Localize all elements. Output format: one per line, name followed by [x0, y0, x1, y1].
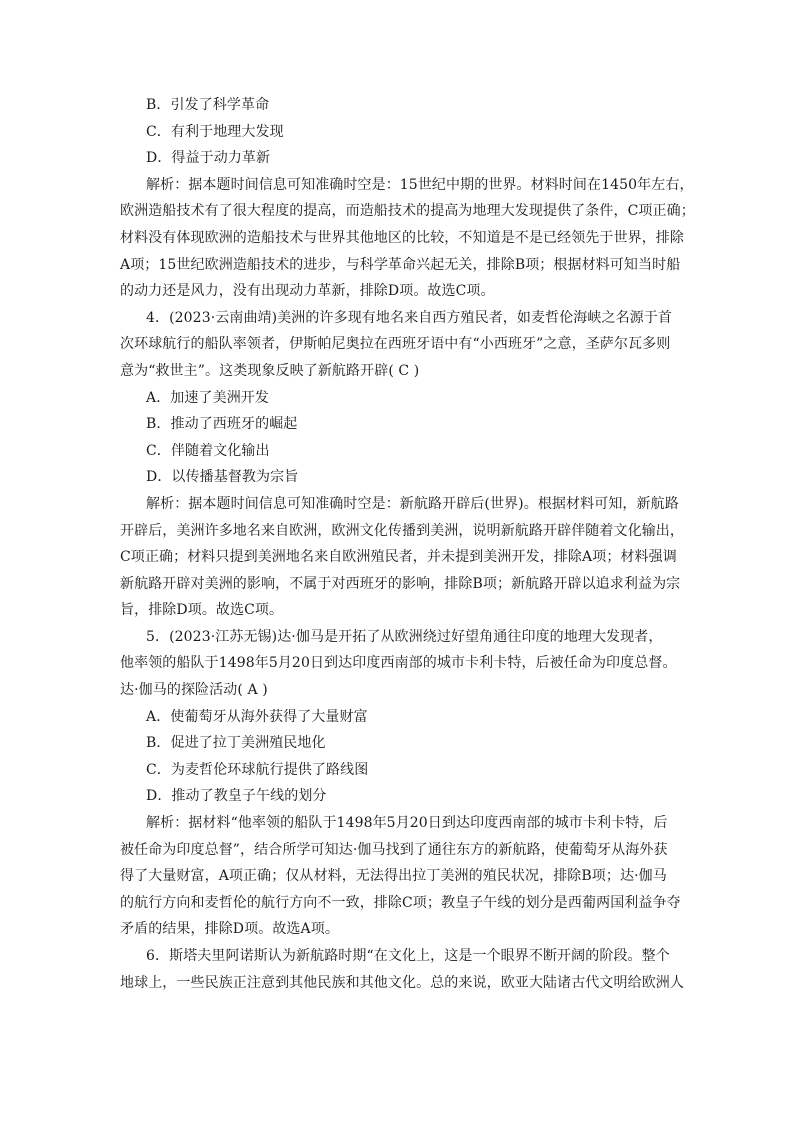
- text-line: 次环球航行的船队率领者，伊斯帕尼奥拉在西班牙语中有“小西班牙”之意，圣萨尔瓦多则: [120, 336, 671, 353]
- answer-option-line: B．推动了西班牙的崛起: [146, 416, 298, 433]
- text-line: 开辟后，美洲许多地名来自欧洲，欧洲文化传播到美洲，说明新航路开辟伴随着文化输出，: [120, 522, 684, 539]
- text-line: 旨，排除D项。故选C项。: [120, 602, 284, 619]
- paragraph-first-line: 解析：据材料“他率领的船队于1498年5月20日到达印度西南部的城市卡利卡特，后: [146, 815, 668, 832]
- paragraph-first-line: 5．(2023·江苏无锡)达·伽马是开拓了从欧洲绕过好望角通往印度的地理大发现者，: [146, 628, 663, 645]
- answer-option-line: D．得益于动力革新: [146, 150, 271, 167]
- paragraph-first-line: 6．斯塔夫里阿诺斯认为新航路时期“在文化上，这是一个眼界不断开阔的阶段。整个: [146, 948, 670, 964]
- paragraph-first-line: 解析：据本题时间信息可知准确时空是：15世纪中期的世界。材料时间在1450年左右，: [146, 176, 694, 193]
- answer-option-line: A．加速了美洲开发: [146, 389, 270, 406]
- paragraph-first-line: 解析：据本题时间信息可知准确时空是：新航路开辟后(世界)。根据材料可知，新航路: [146, 495, 679, 512]
- answer-option-line: B．促进了拉丁美洲殖民地化: [146, 735, 326, 752]
- text-line: 的航行方向和麦哲伦的航行方向不一致，排除C项；教皇子午线的划分是西葡两国利益争夺: [120, 894, 681, 911]
- text-line: 意为“救世主”。这类现象反映了新航路开辟( C ): [120, 362, 420, 379]
- text-line: 地球上，一些民族正注意到其他民族和其他文化。总的来说，欧亚大陆诸古代文明给欧洲人: [120, 974, 684, 991]
- text-body: [120, 92, 695, 996]
- answer-option-line: C．为麦哲伦环球航行提供了路线图: [146, 761, 369, 778]
- answer-option-line: C．有利于地理大发现: [146, 123, 284, 140]
- answer-option-line: A．使葡萄牙从海外获得了大量财富: [146, 708, 368, 725]
- text-line: 的动力还是风力，没有出现动力革新，排除D项。故选C项。: [120, 283, 495, 300]
- answer-option-line: C．伴随着文化输出: [146, 442, 270, 459]
- text-line: 新航路开辟对美洲的影响，不属于对西班牙的影响，排除B项；新航路开辟以追求利益为宗: [120, 575, 681, 592]
- text-line: 他率领的船队于1498年5月20日到达印度西南部的城市卡利卡特，后被任命为印度总督。: [120, 655, 677, 672]
- answer-option-line: D．推动了教皇子午线的划分: [146, 788, 327, 805]
- answer-option-line: D．以传播基督教为宗旨: [146, 469, 299, 486]
- text-line: 矛盾的结果，排除D项。故选A项。: [120, 921, 339, 938]
- text-line: A项；15世纪欧洲造船技术的进步，与科学革命兴起无关，排除B项；根据材料可知当时船: [120, 256, 681, 273]
- paragraph-first-line: 4．(2023·云南曲靖)美洲的许多现有地名来自西方殖民者，如麦哲伦海峡之名源于首: [146, 309, 673, 326]
- document-page: [120, 92, 695, 996]
- text-line: 材料没有体现欧洲的造船技术与世界其他地区的比较，不知道是不是已经领先于世界，排除: [120, 229, 684, 246]
- text-line: 达·伽马的探险活动( A ): [120, 682, 268, 699]
- answer-option-line: B．引发了科学革命: [146, 97, 270, 113]
- text-line: 得了大量财富，A项正确；仅从材料，无法得出拉丁美洲的殖民状况，排除B项；达·伽马: [120, 868, 667, 885]
- text-line: 欧洲造船技术有了很大程度的提高，而造船技术的提高为地理大发现提供了条件，C项正确；: [120, 203, 695, 220]
- text-line: C项正确；材料只提到美洲地名来自欧洲殖民者，并未提到美洲开发，排除A项；材料强调: [120, 549, 677, 566]
- text-line: 被任命为印度总督”，结合所学可知达·伽马找到了通往东方的新航路，使葡萄牙从海外获: [120, 841, 668, 858]
